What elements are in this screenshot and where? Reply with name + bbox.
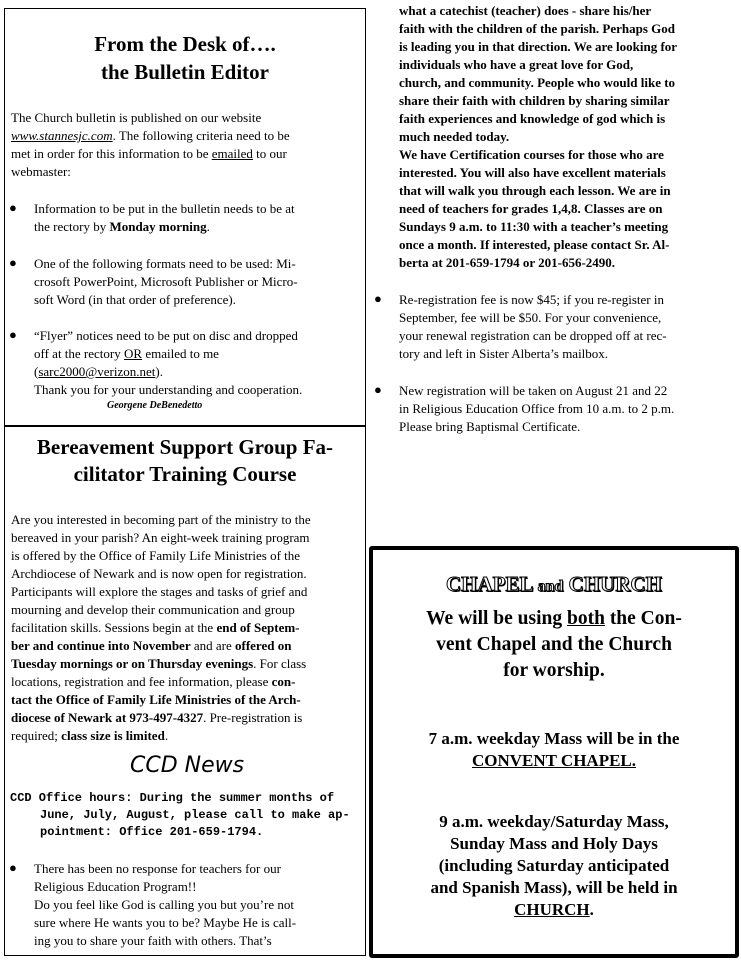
bullet-icon: ● <box>9 860 17 875</box>
editor-title-line2: the Bulletin Editor <box>100 60 269 84</box>
bereavement-title-line2: cilitator Training Course <box>73 462 297 486</box>
bereavement-line13: required; class size is limited. <box>11 728 169 743</box>
chapel-intro-line1: We will be using both the Con- <box>426 608 682 629</box>
bereavement-line8: ber and continue into November and are offered on <box>11 638 292 653</box>
catechist-line8: much needed today. <box>399 129 510 144</box>
bereavement-line5: Participants will explore the stages and tasks of grief and <box>11 584 308 599</box>
reregistration-line2: September, fee will be $50. For your convenience, <box>399 310 662 325</box>
website-link[interactable]: www.stannesjc.com <box>11 128 113 143</box>
bereavement-line6: mourning and develop their communication and group <box>11 602 295 617</box>
ccd-para-line1: There has been no response for teachers for our <box>34 861 281 876</box>
new-registration-line1: New registration will be taken on August 21 and 22 <box>399 383 668 398</box>
editor-title-line1: From the Desk of…. <box>94 32 276 56</box>
catechist-line1: what a catechist (teacher) does - share his/her <box>399 3 652 18</box>
catechist-line15: berta at 201-659-1794 or 201-656-2490. <box>399 255 616 270</box>
ccd-hours-line2: June, July, August, please call to make ap- <box>40 808 350 822</box>
ccd-para-line4: sure where He wants you to be? Maybe He is call- <box>34 915 297 930</box>
weekday-mass-line2: CONVENT CHAPEL. <box>471 751 637 770</box>
editor-bullet3-line1: “Flyer” notices need to be put on disc and dropped <box>34 328 298 343</box>
catechist-line2: faith with the children of the parish. Perhaps God <box>399 21 676 36</box>
new-registration-line3: Please bring Baptismal Certificate. <box>399 419 581 434</box>
bereavement-line3: is offered by the Office of Family Life Ministries of the <box>11 548 301 563</box>
editor-bullet1-line1: Information to be put in the bulletin needs to be at <box>34 201 295 216</box>
editor-intro-line3: met in order for this information to be emailed to our <box>11 146 287 161</box>
weekday-mass-line1: 7 a.m. weekday Mass will be in the <box>428 729 680 748</box>
editor-bullet3-line3: (sarc2000@verizon.net). <box>34 364 163 379</box>
editor-thanks: Thank you for your understanding and cooperation. <box>34 382 303 397</box>
ccd-para-line2: Religious Education Program!! <box>34 879 197 894</box>
bullet-icon: ● <box>9 200 17 215</box>
bereavement-line9: Tuesday mornings or on Thursday evenings. For class <box>11 656 307 671</box>
catechist-line11: that will walk you through each lesson. We are in <box>399 183 671 198</box>
church-mass-line5: CHURCH. <box>514 900 594 919</box>
editor-bullet3-line2: off at the rectory OR emailed to me <box>34 346 219 361</box>
ccd-title: CCD News <box>130 753 245 778</box>
email-link[interactable]: sarc2000@verizon.net <box>38 364 156 379</box>
editor-signature: Georgene DeBenedetto <box>107 400 203 411</box>
catechist-line14: once a month. If interested, please contact Sr. Al- <box>399 237 670 252</box>
bullet-icon: ● <box>9 327 17 342</box>
ccd-hours-line1: CCD Office hours: During the summer months of <box>10 791 335 805</box>
church-mass-line4: and Spanish Mass), will be held in <box>430 878 678 897</box>
editor-intro-line2: www.stannesjc.com. The following criteria need to be <box>11 128 290 143</box>
bereavement-line11: tact the Office of Family Life Ministries of the Arch- <box>11 692 301 707</box>
reregistration-line4: tory and left in Sister Alberta’s mailbox. <box>399 346 609 361</box>
catechist-line13: Sundays 9 a.m. to 11:30 with a teacher’s meeting <box>399 219 669 234</box>
catechist-line9: We have Certification courses for those who are <box>399 147 664 162</box>
editor-intro-line4: webmaster: <box>11 164 71 179</box>
editor-bullet2-line1: One of the following formats need to be used: Mi- <box>34 256 296 271</box>
reregistration-line3: your renewal registration can be dropped off at rec- <box>399 328 667 343</box>
bullet-icon: ● <box>374 291 382 306</box>
catechist-line7: faith experiences and knowledge of god which is <box>399 111 666 126</box>
bereavement-line10: locations, registration and fee information, please con- <box>11 674 296 689</box>
catechist-line6: share their faith with children by sharing similar <box>399 93 670 108</box>
church-mass-line1: 9 a.m. weekday/Saturday Mass, <box>439 812 669 831</box>
editor-intro-line1: The Church bulletin is published on our website <box>11 110 262 125</box>
bereavement-line2: bereaved in your parish? An eight-week training program <box>11 530 310 545</box>
editor-bullet1-line2: the rectory by Monday morning. <box>34 219 210 234</box>
bereavement-line1: Are you interested in becoming part of the ministry to the <box>11 512 311 527</box>
editor-bullet2-line3: soft Word (in that order of preference). <box>34 292 236 307</box>
ccd-hours-line3: pointment: Office 201-659-1794. <box>40 825 264 839</box>
editor-bullet2-line2: crosoft PowerPoint, Microsoft Publisher or Micro- <box>34 274 298 289</box>
chapel-title: CHAPEL and CHURCH <box>446 572 662 596</box>
bereavement-line12: diocese of Newark at 973-497-4327. Pre-registration is <box>11 710 303 725</box>
bullet-icon: ● <box>9 255 17 270</box>
catechist-line10: interested. You will also have excellent materials <box>399 165 666 180</box>
bereavement-title-line1: Bereavement Support Group Fa- <box>36 435 334 459</box>
chapel-intro-line3: for worship. <box>503 660 605 681</box>
church-mass-line3: (including Saturday anticipated <box>438 856 670 875</box>
new-registration-line2: in Religious Education Office from 10 a.m. to 2 p.m. <box>399 401 675 416</box>
bereavement-line7: facilitation skills. Sessions begin at the end of Septem- <box>11 620 300 635</box>
ccd-para-line3: Do you feel like God is calling you but you’re not <box>34 897 294 912</box>
ccd-para-line5: ing you to share your faith with others. That’s <box>34 933 272 948</box>
reregistration-line1: Re-registration fee is now $45; if you re-register in <box>399 292 664 307</box>
catechist-line12: need of teachers for grades 1,4,8. Classes are on <box>399 201 663 216</box>
catechist-line3: is leading you in that direction. We are looking for <box>399 39 678 54</box>
church-mass-line2: Sunday Mass and Holy Days <box>450 834 658 853</box>
catechist-line5: church, and community. People who would like to <box>399 75 676 90</box>
emailed-link[interactable]: emailed <box>211 146 253 161</box>
catechist-line4: individuals who have a great love for God, <box>399 57 634 72</box>
bereavement-line4: Archdiocese of Newark and is now open for registration. <box>11 566 307 581</box>
chapel-intro-line2: vent Chapel and the Church <box>436 634 672 655</box>
bullet-icon: ● <box>374 382 382 397</box>
